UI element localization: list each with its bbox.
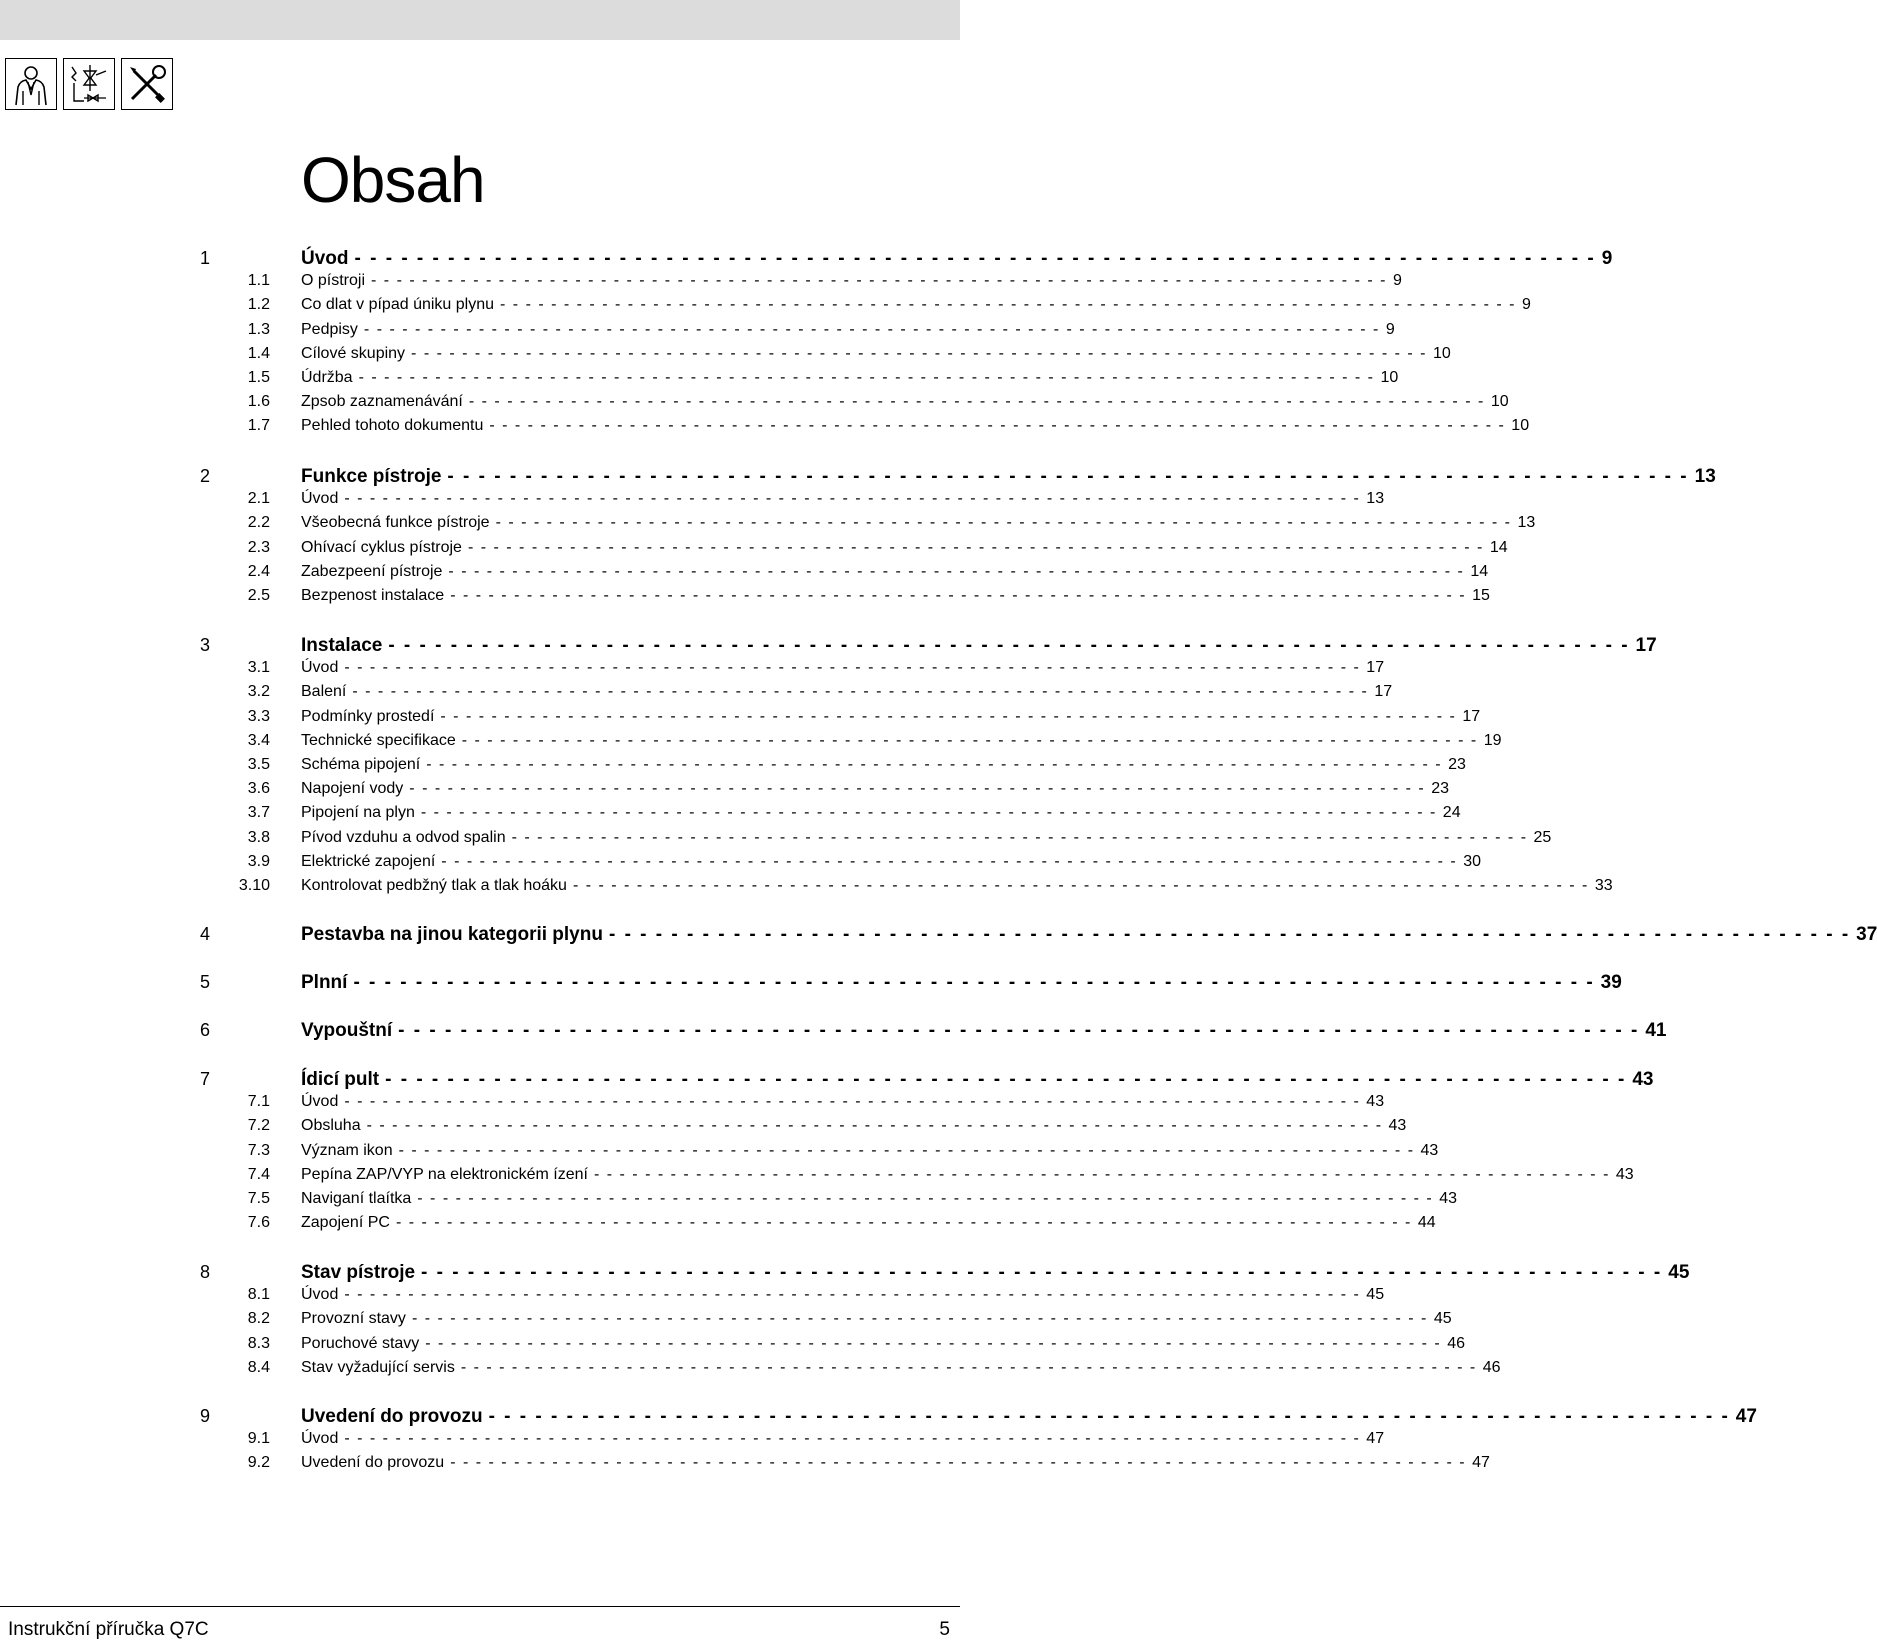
dot-leader: - - - - - - - - - - - - - - - - - - - - - - - - - - - - - - - - - - - - - - - - - - - - - - - - - - - - - - - - - - - - - - - - - - - - - - - - - - - - - - - -	[371, 272, 1387, 290]
toc-section-row[interactable]	[0, 659, 1385, 683]
toc-entry-title: Uvedení do provozu	[301, 1406, 483, 1427]
toc-page-number: 43	[1632, 1069, 1654, 1090]
toc-page-number: 43	[1388, 1117, 1407, 1135]
toc-entry-title: Technické specifikace	[301, 731, 456, 749]
toc-entry-title: Balení	[301, 683, 347, 701]
page-title: Obsah	[301, 144, 485, 216]
toc-number: 3.3	[247, 707, 270, 725]
toc-section-row[interactable]	[0, 756, 1466, 780]
toc-number: 9.2	[247, 1454, 270, 1472]
toc-page-number: 47	[1735, 1406, 1757, 1427]
dot-leader: - - - - - - - - - - - - - - - - - - - - - - - - - - - - - - - - - - - - - - - - - - - - - - - - - - - - - - - - - - - - - - - - - - - - - - - - - - - - - - - -	[354, 248, 1596, 269]
toc-chapter-row[interactable]	[0, 466, 1716, 490]
toc-number: 9	[199, 1406, 210, 1426]
dot-leader: - - - - - - - - - - - - - - - - - - - - - - - - - - - - - - - - - - - - - - - - - - - - - - - - - - - - - - - - - - - - - - - - - - - - - - - - - - - - - - - -	[426, 756, 1443, 773]
toc-number: 2.3	[247, 538, 270, 556]
dot-leader: - - - - - - - - - - - - - - - - - - - - - - - - - - - - - - - - - - - - - - - - - - - - - - - - - - - - - - - - - - - - - - - - - - - - - - - - - - - - - - - -	[411, 344, 1427, 362]
toc-page-number: 33	[1594, 877, 1613, 894]
dot-leader: - - - - - - - - - - - - - - - - - - - - - - - - - - - - - - - - - - - - - - - - - - - - - - - - - - - - - - - - - - - - - - - - - - - - - - - - - - - - - - - -	[388, 635, 1630, 656]
toc-page-number: 46	[1447, 1334, 1466, 1352]
toc-number: 9.1	[247, 1430, 270, 1448]
toc-page-number: 9	[1601, 248, 1613, 269]
toc-section-row[interactable]	[0, 877, 1613, 901]
toc-section-row[interactable]	[0, 1093, 1385, 1117]
toc-number: 2.5	[247, 587, 270, 604]
dot-leader: - - - - - - - - - - - - - - - - - - - - - - - - - - - - - - - - - - - - - - - - - - - - - - - - - - - - - - - - - - - - - - - - - - - - - - - - - - - - - - - -	[489, 417, 1506, 435]
toc-entry-title: Úvod	[301, 1093, 339, 1111]
dot-leader: - - - - - - - - - - - - - - - - - - - - - - - - - - - - - - - - - - - - - - - - - - - - - - - - - - - - - - - - - - - - - - - - - - - - - - - - - - - - - - - -	[440, 707, 1457, 725]
dot-leader: - - - - - - - - - - - - - - - - - - - - - - - - - - - - - - - - - - - - - - - - - - - - - - - - - - - - - - - - - - - - - - - - - - - - - - - - - - - - - - - -	[353, 972, 1595, 993]
toc-entry-title: Úvod	[301, 490, 339, 508]
toc-entry-title: O pístroji	[301, 272, 366, 290]
toc-number: 3.2	[247, 683, 270, 701]
dot-leader: - - - - - - - - - - - - - - - - - - - - - - - - - - - - - - - - - - - - - - - - - - - - - - - - - - - - - - - - - - - - - - - - - - - - - - - - - - - - - - - -	[411, 1310, 1428, 1328]
toc-section-row[interactable]	[0, 296, 1531, 320]
dot-leader: - - - - - - - - - - - - - - - - - - - - - - - - - - - - - - - - - - - - - - - - - - - - - - - - - - - - - - - - - - - - - - - - - - - - - - - - - - - - - - - -	[358, 369, 1375, 386]
footer-document-title: Instrukční příručka Q7C	[8, 1619, 209, 1640]
toc-page-number: 41	[1645, 1020, 1667, 1041]
toc-entry-title: Ohívací cyklus pístroje	[301, 538, 462, 556]
dot-leader: - - - - - - - - - - - - - - - - - - - - - - - - - - - - - - - - - - - - - - - - - - - - - - - - - - - - - - - - - - - - - - - - - - - - - - - - - - - - - - - -	[467, 538, 1484, 556]
toc-entry-title: Pehled tohoto dokumentu	[301, 417, 484, 435]
toc-section-row[interactable]	[0, 587, 1490, 611]
toc-page-number: 17	[1635, 635, 1657, 656]
dot-leader: - - - - - - - - - - - - - - - - - - - - - - - - - - - - - - - - - - - - - - - - - - - - - - - - - - - - - - - - - - - - - - - - - - - - - - - - - - - - - - - -	[450, 1454, 1467, 1472]
toc-entry-title: Zapojení PC	[301, 1214, 390, 1232]
toc-section-row[interactable]	[0, 852, 1482, 877]
toc-entry-title: Co dlat v pípad úniku plynu	[301, 296, 495, 314]
dot-leader: - - - - - - - - - - - - - - - - - - - - - - - - - - - - - - - - - - - - - - - - - - - - - - - - - - - - - - - - - - - - - - - - - - - - - - - - - - - - - - - -	[495, 514, 1512, 532]
toc-number: 8	[199, 1262, 210, 1282]
toc-page-number: 25	[1533, 828, 1552, 846]
footer	[0, 1606, 960, 1649]
toc-entry-title: Elektrické zapojení	[301, 852, 436, 870]
dot-leader: - - - - - - - - - - - - - - - - - - - - - - - - - - - - - - - - - - - - - - - - - - - - - - - - - - - - - - - - - - - - - - - - - - - - - - - - - - - - - - - -	[468, 393, 1485, 411]
toc-entry-title: Ídicí pult	[301, 1069, 380, 1090]
toc-entry-title: Provozní stavy	[301, 1310, 406, 1328]
toc-number: 3.5	[247, 756, 270, 773]
toc-entry-title: Pipojení na plyn	[301, 804, 415, 822]
toc-number: 2.2	[247, 514, 270, 532]
dot-leader: - - - - - - - - - - - - - - - - - - - - - - - - - - - - - - - - - - - - - - - - - - - - - - - - - - - - - - - - - - - - - - - - - - - - - - - - - - - - - - - -	[344, 1430, 1361, 1448]
toc-entry-title: Úvod	[301, 1286, 339, 1304]
toc-number: 8.4	[247, 1358, 270, 1376]
dot-leader: - - - - - - - - - - - - - - - - - - - - - - - - - - - - - - - - - - - - - - - - - - - - - - - - - - - - - - - - - - - - - - - - - - - - - - - - - - - - - - - -	[425, 1334, 1442, 1352]
toc-section-row[interactable]	[0, 562, 1489, 587]
toc-number: 2.4	[247, 562, 270, 580]
toc-page-number: 13	[1694, 466, 1716, 487]
dot-leader: - - - - - - - - - - - - - - - - - - - - - - - - - - - - - - - - - - - - - - - - - - - - - - - - - - - - - - - - - - - - - - - - - - - - - - - - - - - - - - - -	[344, 1093, 1361, 1111]
toc-number: 7.5	[247, 1190, 270, 1207]
toc-entry-title: Uvedení do provozu	[301, 1454, 445, 1472]
toc-entry-title: Obsluha	[301, 1117, 361, 1135]
toc-section-row[interactable]	[0, 1117, 1407, 1141]
toc-entry-title: Pestavba na jinou kategorii plynu	[301, 924, 603, 945]
toc-number: 7.2	[247, 1117, 270, 1135]
toc-section-row[interactable]	[0, 514, 1536, 538]
toc-entry-title: Pepína ZAP/VYP na elektronickém ízení	[301, 1165, 588, 1183]
dot-leader: - - - - - - - - - - - - - - - - - - - - - - - - - - - - - - - - - - - - - - - - - - - - - - - - - - - - - - - - - - - - - - - - - - - - - - - - - - - - - - - -	[363, 320, 1380, 338]
toc-page-number: 17	[1462, 707, 1481, 725]
toc-section-row[interactable]	[0, 393, 1509, 417]
dot-leader: - - - - - - - - - - - - - - - - - - - - - - - - - - - - - - - - - - - - - - - - - - - - - - - - - - - - - - - - - - - - - - - - - - - - - - - - - - - - - - - -	[421, 1262, 1663, 1283]
toc-section-row[interactable]	[0, 1165, 1634, 1190]
toc-page-number: 39	[1600, 972, 1622, 993]
toc-entry-title: Podmínky prostedí	[301, 707, 435, 725]
dot-leader: - - - - - - - - - - - - - - - - - - - - - - - - - - - - - - - - - - - - - - - - - - - - - - - - - - - - - - - - - - - - - - - - - - - - - - - - - - - - - - - -	[344, 1286, 1361, 1304]
toc-section-row[interactable]	[0, 369, 1399, 393]
toc-page-number: 43	[1615, 1165, 1634, 1183]
toc-section-row[interactable]	[0, 1214, 1436, 1238]
toc-entry-title: Kontrolovat pedbžný tlak a tlak hoáku	[301, 877, 567, 894]
toc-section-row[interactable]	[0, 780, 1450, 804]
toc-entry-title: Úvod	[301, 1430, 339, 1448]
toc-section-row[interactable]	[0, 490, 1385, 514]
footer-page-number: 5	[939, 1619, 950, 1640]
toc-page-number: 37	[1856, 924, 1877, 945]
toc-page-number: 45	[1433, 1310, 1452, 1328]
toc-section-row[interactable]	[0, 538, 1508, 563]
toc-entry-title: Zabezpeení pístroje	[301, 562, 443, 580]
toc-number: 6	[199, 1020, 210, 1040]
dot-leader: - - - - - - - - - - - - - - - - - - - - - - - - - - - - - - - - - - - - - - - - - - - - - - - - - - - - - - - - - - - - - - - - - - - - - - - - - - - - - - - -	[448, 562, 1465, 580]
tools-icon	[121, 58, 173, 110]
dot-leader: - - - - - - - - - - - - - - - - - - - - - - - - - - - - - - - - - - - - - - - - - - - - - - - - - - - - - - - - - - - - - - - - - - - - - - - - - - - - - - - -	[511, 828, 1528, 846]
toc-page-number: 14	[1489, 538, 1508, 556]
toc-page-number: 44	[1417, 1214, 1436, 1232]
toc-number: 2.1	[247, 490, 270, 508]
top-bar	[0, 0, 960, 40]
toc-number: 3.8	[247, 828, 270, 846]
toc-number: 1.6	[247, 393, 270, 411]
toc-entry-title: Vypouštní	[301, 1020, 393, 1041]
dot-leader: - - - - - - - - - - - - - - - - - - - - - - - - - - - - - - - - - - - - - - - - - - - - - - - - - - - - - - - - - - - - - - - - - - - - - - - - - - - - - - - -	[385, 1069, 1627, 1090]
toc-entry-title: Cílové skupiny	[301, 344, 406, 362]
toc-chapter-row[interactable]	[0, 924, 1877, 948]
toc-number: 3.7	[247, 804, 270, 822]
toc-number: 8.1	[247, 1286, 270, 1304]
toc-page-number: 43	[1366, 1093, 1385, 1111]
toc-number: 3	[199, 635, 210, 655]
dot-leader: - - - - - - - - - - - - - - - - - - - - - - - - - - - - - - - - - - - - - - - - - - - - - - - - - - - - - - - - - - - - - - - - - - - - - - - - - - - - - - - -	[417, 1190, 1434, 1207]
toc-entry-title: Plnní	[301, 972, 348, 993]
toc-number: 1.7	[247, 417, 270, 435]
dot-leader: - - - - - - - - - - - - - - - - - - - - - - - - - - - - - - - - - - - - - - - - - - - - - - - - - - - - - - - - - - - - - - - - - - - - - - - - - - - - - - - -	[460, 1358, 1477, 1376]
toc-section-row[interactable]	[0, 1334, 1466, 1359]
toc-page-number: 43	[1439, 1190, 1458, 1207]
toc-number: 8.3	[247, 1334, 270, 1352]
toc-section-row[interactable]	[0, 320, 1395, 345]
toc-page-number: 9	[1521, 296, 1531, 314]
toc-section-row[interactable]	[0, 1310, 1452, 1334]
toc-number: 7.4	[247, 1165, 270, 1183]
toc-section-row[interactable]	[0, 1358, 1501, 1383]
toc-page-number: 47	[1472, 1454, 1490, 1472]
dot-leader: - - - - - - - - - - - - - - - - - - - - - - - - - - - - - - - - - - - - - - - - - - - - - - - - - - - - - - - - - - - - - - - - - - - - - - - - - - - - - - - -	[344, 659, 1361, 677]
toc-page-number: 10	[1490, 393, 1509, 411]
dot-leader: - - - - - - - - - - - - - - - - - - - - - - - - - - - - - - - - - - - - - - - - - - - - - - - - - - - - - - - - - - - - - - - - - - - - - - - - - - - - - - - -	[461, 731, 1478, 749]
toc-number: 7.6	[247, 1214, 270, 1232]
dot-leader: - - - - - - - - - - - - - - - - - - - - - - - - - - - - - - - - - - - - - - - - - - - - - - - - - - - - - - - - - - - - - - - - - - - - - - - - - - - - - - - -	[398, 1141, 1415, 1159]
toc-chapter-row[interactable]	[0, 248, 1613, 272]
toc-section-row[interactable]	[0, 731, 1502, 756]
toc-page-number: 23	[1448, 756, 1466, 773]
dot-leader: - - - - - - - - - - - - - - - - - - - - - - - - - - - - - - - - - - - - - - - - - - - - - - - - - - - - - - - - - - - - - - - - - - - - - - - - - - - - - - - -	[441, 852, 1458, 870]
toc-section-row[interactable]	[0, 272, 1402, 296]
toc-number: 1.5	[247, 369, 270, 386]
dot-leader: - - - - - - - - - - - - - - - - - - - - - - - - - - - - - - - - - - - - - - - - - - - - - - - - - - - - - - - - - - - - - - - - - - - - - - - - - - - - - - - -	[572, 877, 1589, 894]
toc-number: 3.6	[247, 780, 270, 798]
toc-number: 3.4	[247, 731, 270, 749]
toc-page-number: 46	[1482, 1358, 1501, 1376]
toc-entry-title: Schéma pipojení	[301, 756, 421, 773]
toc-entry-title: Bezpenost instalace	[301, 587, 445, 604]
dot-leader: - - - - - - - - - - - - - - - - - - - - - - - - - - - - - - - - - - - - - - - - - - - - - - - - - - - - - - - - - - - - - - - - - - - - - - - - - - - - - - - -	[608, 924, 1851, 945]
dot-leader: - - - - - - - - - - - - - - - - - - - - - - - - - - - - - - - - - - - - - - - - - - - - - - - - - - - - - - - - - - - - - - - - - - - - - - - - - - - - - - - -	[488, 1406, 1730, 1427]
technician-icon	[63, 58, 115, 110]
toc-section-row[interactable]	[0, 417, 1530, 441]
toc-section-row[interactable]	[0, 683, 1393, 707]
toc-page-number: 24	[1442, 804, 1461, 822]
dot-leader: - - - - - - - - - - - - - - - - - - - - - - - - - - - - - - - - - - - - - - - - - - - - - - - - - - - - - - - - - - - - - - - - - - - - - - - - - - - - - - - -	[352, 683, 1369, 701]
toc-page-number: 17	[1366, 659, 1385, 677]
toc-entry-title: Stav vyžadující servis	[301, 1358, 455, 1376]
toc-number: 1	[199, 248, 210, 268]
toc-number: 2	[199, 466, 210, 486]
dot-leader: - - - - - - - - - - - - - - - - - - - - - - - - - - - - - - - - - - - - - - - - - - - - - - - - - - - - - - - - - - - - - - - - - - - - - - - - - - - - - - - -	[593, 1165, 1610, 1183]
toc-entry-title: Stav pístroje	[301, 1262, 416, 1283]
toc-section-row[interactable]	[0, 1430, 1385, 1454]
dot-leader: - - - - - - - - - - - - - - - - - - - - - - - - - - - - - - - - - - - - - - - - - - - - - - - - - - - - - - - - - - - - - - - - - - - - - - - - - - - - - - - -	[344, 490, 1361, 508]
toc-page-number: 13	[1517, 514, 1536, 532]
toc-page-number: 15	[1472, 587, 1490, 604]
toc-number: 1.3	[247, 320, 270, 338]
toc-entry-title: Pívod vzduhu a odvod spalin	[301, 828, 506, 846]
toc-chapter-row[interactable]	[0, 635, 1657, 659]
toc-section-row[interactable]	[0, 1454, 1490, 1478]
toc-entry-title: Pedpisy	[301, 320, 358, 338]
toc-entry-title: Zpsob zaznamenávání	[301, 393, 463, 411]
toc-entry-title: Význam ikon	[301, 1141, 393, 1159]
toc-page-number: 10	[1432, 344, 1451, 362]
toc-section-row[interactable]	[0, 344, 1451, 369]
toc-section-row[interactable]	[0, 828, 1552, 853]
toc-page-number: 10	[1380, 369, 1399, 386]
user-icon	[5, 58, 57, 110]
toc-page-number: 19	[1483, 731, 1502, 749]
dot-leader: - - - - - - - - - - - - - - - - - - - - - - - - - - - - - - - - - - - - - - - - - - - - - - - - - - - - - - - - - - - - - - - - - - - - - - - - - - - - - - - -	[500, 296, 1516, 314]
toc-chapter-row[interactable]	[0, 1262, 1690, 1286]
toc-entry-title: Instalace	[301, 635, 383, 656]
toc-entry-title: Poruchové stavy	[301, 1334, 420, 1352]
toc-entry-title: Naviganí tlaítka	[301, 1190, 412, 1207]
toc-page-number: 9	[1385, 320, 1395, 338]
toc-entry-title: Napojení vody	[301, 780, 404, 798]
toc-entry-title: Úvod	[301, 248, 349, 269]
toc-section-row[interactable]	[0, 804, 1461, 828]
toc-number: 3.10	[238, 877, 270, 894]
toc-number: 1.2	[247, 296, 270, 314]
toc-section-row[interactable]	[0, 1190, 1458, 1214]
dot-leader: - - - - - - - - - - - - - - - - - - - - - - - - - - - - - - - - - - - - - - - - - - - - - - - - - - - - - - - - - - - - - - - - - - - - - - - - - - - - - - - -	[395, 1214, 1412, 1232]
toc-number: 3.9	[247, 852, 270, 870]
dot-leader: - - - - - - - - - - - - - - - - - - - - - - - - - - - - - - - - - - - - - - - - - - - - - - - - - - - - - - - - - - - - - - - - - - - - - - - - - - - - - - - -	[447, 466, 1689, 487]
toc-page-number: 10	[1511, 417, 1530, 435]
toc-chapter-row[interactable]	[0, 972, 1622, 996]
toc-section-row[interactable]	[0, 707, 1481, 732]
dot-leader: - - - - - - - - - - - - - - - - - - - - - - - - - - - - - - - - - - - - - - - - - - - - - - - - - - - - - - - - - - - - - - - - - - - - - - - - - - - - - - - -	[450, 587, 1467, 604]
toc-number: 1.1	[247, 272, 270, 290]
dot-leader: - - - - - - - - - - - - - - - - - - - - - - - - - - - - - - - - - - - - - - - - - - - - - - - - - - - - - - - - - - - - - - - - - - - - - - - - - - - - - - - -	[366, 1117, 1383, 1135]
toc-page-number: 43	[1420, 1141, 1439, 1159]
audience-icons	[5, 58, 173, 110]
toc-page-number: 23	[1431, 780, 1450, 798]
dot-leader: - - - - - - - - - - - - - - - - - - - - - - - - - - - - - - - - - - - - - - - - - - - - - - - - - - - - - - - - - - - - - - - - - - - - - - - - - - - - - - - -	[409, 780, 1426, 798]
toc-page-number: 14	[1470, 562, 1489, 580]
toc-number: 7	[199, 1069, 210, 1089]
toc-number: 8.2	[247, 1310, 270, 1328]
toc-section-row[interactable]	[0, 1141, 1439, 1166]
toc-entry-title: Funkce pístroje	[301, 466, 442, 487]
toc-page-number: 13	[1366, 490, 1385, 508]
toc-section-row[interactable]	[0, 1286, 1385, 1310]
toc-number: 3.1	[247, 659, 270, 677]
toc-page-number: 45	[1668, 1262, 1690, 1283]
dot-leader: - - - - - - - - - - - - - - - - - - - - - - - - - - - - - - - - - - - - - - - - - - - - - - - - - - - - - - - - - - - - - - - - - - - - - - - - - - - - - - - -	[398, 1020, 1640, 1041]
toc-entry-title: Všeobecná funkce pístroje	[301, 514, 490, 532]
toc-number: 4	[199, 924, 210, 944]
dot-leader: - - - - - - - - - - - - - - - - - - - - - - - - - - - - - - - - - - - - - - - - - - - - - - - - - - - - - - - - - - - - - - - - - - - - - - - - - - - - - - - -	[420, 804, 1437, 822]
toc-page-number: 9	[1392, 272, 1402, 290]
toc-number: 7.1	[247, 1093, 270, 1111]
toc-number: 1.4	[247, 344, 270, 362]
toc-page-number: 30	[1463, 852, 1482, 870]
toc-page-number: 17	[1374, 683, 1393, 701]
toc-chapter-row[interactable]	[0, 1020, 1667, 1044]
toc-chapter-row[interactable]	[0, 1069, 1654, 1093]
toc-entry-title: Úvod	[301, 659, 339, 677]
toc-chapter-row[interactable]	[0, 1406, 1757, 1430]
toc-number: 5	[199, 972, 210, 992]
toc-entry-title: Údržba	[301, 369, 353, 386]
toc-page-number: 45	[1366, 1286, 1385, 1304]
toc-page-number: 47	[1366, 1430, 1385, 1448]
toc-number: 7.3	[247, 1141, 270, 1159]
